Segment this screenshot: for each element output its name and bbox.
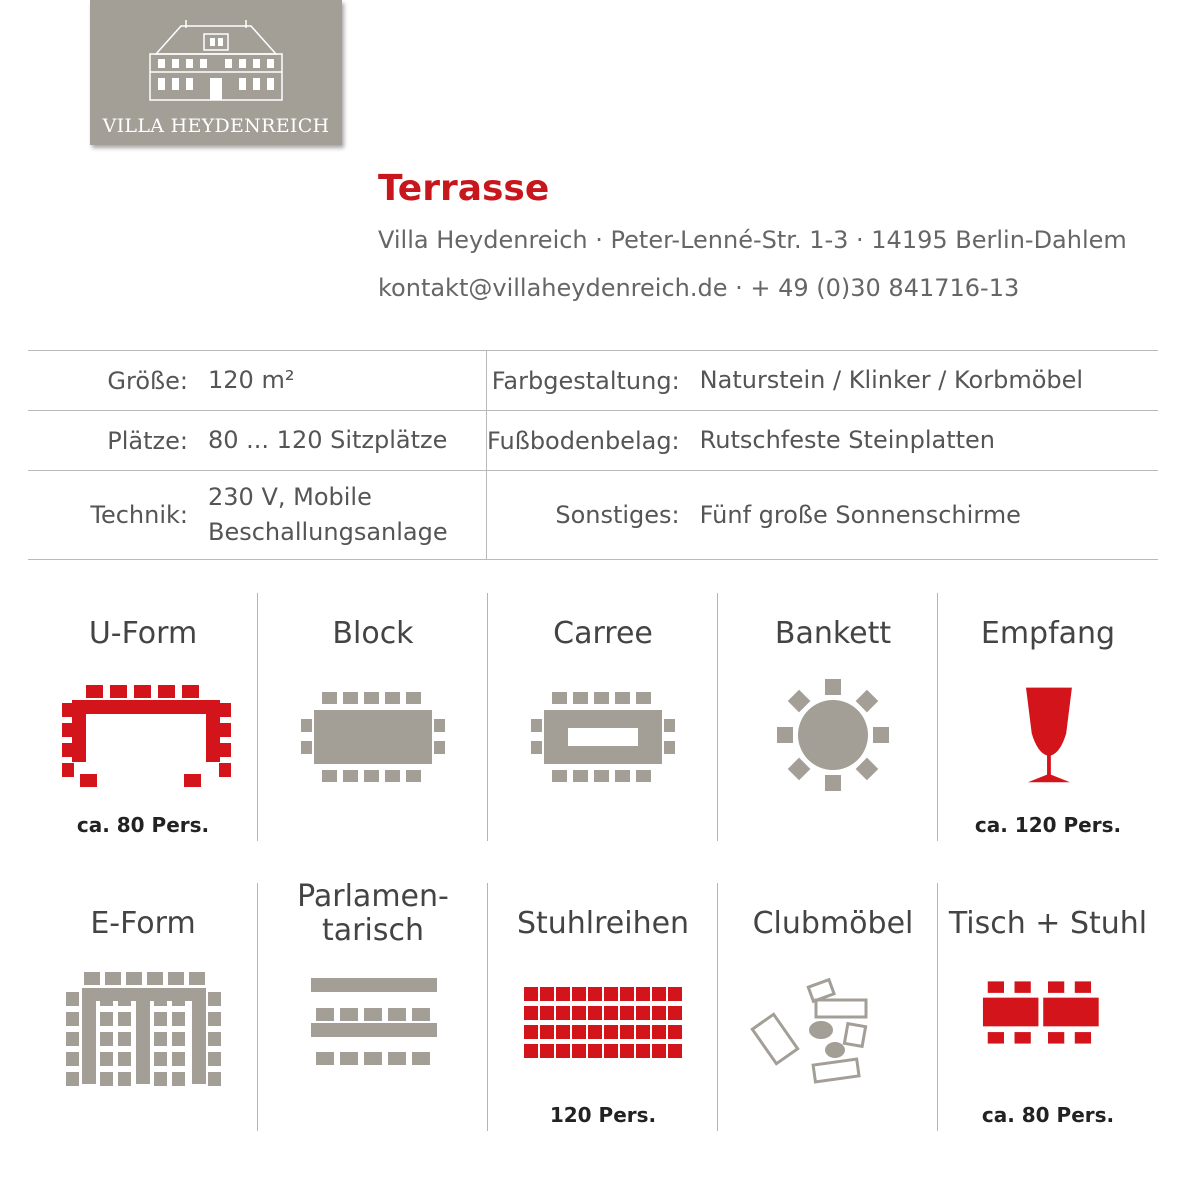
icon-shape xyxy=(62,763,74,777)
icon-shape xyxy=(588,987,602,1001)
icon-shape xyxy=(844,1024,865,1047)
icon-shape xyxy=(572,987,586,1001)
layout-title: Parlamen- tarisch xyxy=(297,879,449,948)
u-form-icon xyxy=(28,590,258,810)
spec-value: 80 ... 120 Sitzplätze xyxy=(208,411,487,471)
icon-shape xyxy=(118,1052,131,1066)
icon-shape xyxy=(86,685,103,698)
icon-shape xyxy=(100,1072,113,1086)
layout-title: Empfang xyxy=(980,616,1116,651)
icon-shape xyxy=(118,1032,131,1046)
icon-shape xyxy=(343,692,358,704)
icon-shape xyxy=(620,987,634,1001)
spec-value: Naturstein / Klinker / Korbmöbel xyxy=(700,351,1158,411)
icon-shape xyxy=(615,770,630,782)
icon-shape xyxy=(604,1025,618,1039)
icon-shape xyxy=(1075,1032,1091,1043)
layout-cell xyxy=(938,880,1158,1130)
icon-shape xyxy=(856,690,879,713)
icon-shape xyxy=(62,703,74,717)
icon-shape xyxy=(118,992,131,1006)
icon-shape xyxy=(594,770,609,782)
logo-text: VILLA HEYDENREICH xyxy=(102,115,330,137)
address-line: Villa Heydenreich · Peter-Lenné-Str. 1-3 · 14195 Berlin-Dahlem xyxy=(378,226,1127,254)
spec-label: Größe: xyxy=(28,351,208,411)
specs-table xyxy=(28,350,1158,560)
icon-shape xyxy=(412,1052,430,1065)
icon-shape xyxy=(208,992,221,1006)
icon-shape xyxy=(385,770,400,782)
icon-shape xyxy=(136,988,150,1084)
layout-cell xyxy=(938,590,1158,840)
layout-cell xyxy=(28,590,258,840)
icon-shape xyxy=(72,700,220,714)
icon-shape xyxy=(540,1044,554,1058)
icon-shape xyxy=(80,774,97,787)
icon-shape xyxy=(314,710,432,764)
icon-shape xyxy=(652,987,666,1001)
icon-shape xyxy=(636,692,651,704)
icon-shape xyxy=(808,980,834,1002)
icon-shape xyxy=(668,987,682,1001)
spec-label: Sonstiges: xyxy=(487,471,700,560)
spec-label: Technik: xyxy=(28,471,208,560)
icon-shape xyxy=(573,770,588,782)
icon-shape xyxy=(206,700,220,762)
icon-shape xyxy=(219,723,231,737)
icon-shape xyxy=(664,719,675,732)
icon-shape xyxy=(825,1042,845,1058)
icon-shape xyxy=(105,972,121,985)
icon-shape xyxy=(364,770,379,782)
icon-shape xyxy=(636,1044,650,1058)
layout-title: U-Form xyxy=(88,616,198,651)
icon-shape xyxy=(208,1012,221,1026)
table-chair-icon xyxy=(938,880,1158,1100)
icon-shape xyxy=(988,981,1004,992)
icon-shape xyxy=(316,1052,334,1065)
layout-title: Block xyxy=(332,616,414,651)
icon-shape xyxy=(531,741,542,754)
icon-shape xyxy=(172,992,185,1006)
layout-title: Tisch + Stuhl xyxy=(948,906,1148,941)
icon-shape xyxy=(620,1025,634,1039)
icon-shape xyxy=(809,1021,833,1039)
icon-shape xyxy=(1043,998,1098,1027)
layout-title: Stuhlreihen xyxy=(516,906,690,941)
icon-shape xyxy=(1015,981,1031,992)
icon-shape xyxy=(100,1012,113,1026)
icon-shape xyxy=(588,1025,602,1039)
layout-cell xyxy=(718,880,948,1130)
club-furniture-icon xyxy=(718,880,948,1100)
icon-shape xyxy=(434,719,445,732)
icon-shape xyxy=(172,1032,185,1046)
icon-shape xyxy=(752,1014,797,1063)
icon-shape xyxy=(100,992,113,1006)
icon-shape xyxy=(573,692,588,704)
icon-shape xyxy=(134,685,151,698)
icon-shape xyxy=(301,741,312,754)
spec-label: Plätze: xyxy=(28,411,208,471)
icon-shape xyxy=(540,987,554,1001)
spec-value: Rutschfeste Steinplatten xyxy=(700,411,1158,471)
icon-shape xyxy=(668,1025,682,1039)
icon-shape xyxy=(182,685,199,698)
icon-shape xyxy=(66,1072,79,1086)
icon-shape xyxy=(154,1012,167,1026)
icon-shape xyxy=(118,1012,131,1026)
icon-shape xyxy=(652,1025,666,1039)
icon-shape xyxy=(126,972,142,985)
layout-cell xyxy=(488,880,718,1130)
e-form-icon xyxy=(28,880,258,1100)
icon-shape xyxy=(110,685,127,698)
layout-cell xyxy=(28,880,258,1130)
icon-shape xyxy=(615,692,630,704)
icon-shape xyxy=(172,1052,185,1066)
icon-shape xyxy=(572,1044,586,1058)
icon-shape xyxy=(154,992,167,1006)
spec-label: Fußbodenbelag: xyxy=(487,411,700,471)
icon-shape xyxy=(620,1044,634,1058)
icon-shape xyxy=(62,743,74,757)
icon-shape xyxy=(434,741,445,754)
icon-shape xyxy=(524,1044,538,1058)
icon-shape xyxy=(343,770,358,782)
icon-shape xyxy=(816,1000,866,1017)
icon-shape xyxy=(788,690,811,713)
icon-shape xyxy=(556,1006,570,1020)
icon-shape xyxy=(825,775,841,791)
specs-row xyxy=(28,411,1158,471)
icon-shape xyxy=(988,1032,1004,1043)
icon-shape xyxy=(172,1072,185,1086)
villa-building-icon xyxy=(136,14,296,104)
carree-icon xyxy=(488,590,718,810)
icon-shape xyxy=(524,1025,538,1039)
icon-shape xyxy=(873,727,889,743)
icon-shape xyxy=(100,1052,113,1066)
icon-shape xyxy=(556,1025,570,1039)
specs-row xyxy=(28,351,1158,411)
icon-shape xyxy=(813,1059,859,1082)
villa-logo xyxy=(90,0,342,145)
icon-shape xyxy=(385,692,400,704)
layout-cell xyxy=(488,590,718,840)
icon-shape xyxy=(172,1012,185,1026)
icon-shape xyxy=(652,1044,666,1058)
block-icon xyxy=(258,590,488,810)
icon-shape xyxy=(594,692,609,704)
icon-shape xyxy=(219,703,231,717)
spec-value: 120 m² xyxy=(208,351,487,411)
icon-shape xyxy=(322,770,337,782)
icon-shape xyxy=(301,719,312,732)
icon-shape xyxy=(388,1008,406,1021)
icon-shape xyxy=(568,728,638,746)
icon-shape xyxy=(540,1025,554,1039)
icon-shape xyxy=(652,1006,666,1020)
icon-shape xyxy=(406,770,421,782)
icon-shape xyxy=(66,1052,79,1066)
icon-shape xyxy=(524,1006,538,1020)
icon-shape xyxy=(406,692,421,704)
icon-shape xyxy=(1026,688,1072,783)
icon-shape xyxy=(208,1032,221,1046)
icon-shape xyxy=(154,1032,167,1046)
icon-shape xyxy=(219,763,231,777)
specs-row xyxy=(28,471,1158,560)
icon-shape xyxy=(788,758,811,781)
icon-shape xyxy=(636,1025,650,1039)
icon-shape xyxy=(636,770,651,782)
icon-shape xyxy=(777,727,793,743)
icon-shape xyxy=(147,972,163,985)
bankett-icon xyxy=(718,590,948,810)
chair-rows-icon xyxy=(488,880,718,1100)
icon-shape xyxy=(316,1008,334,1021)
icon-shape xyxy=(311,978,437,992)
icon-shape xyxy=(72,700,86,762)
parlamentarisch-icon xyxy=(258,880,488,1100)
spec-value: 230 V, Mobile Beschallungsanlage xyxy=(208,471,487,560)
icon-shape xyxy=(192,988,206,1084)
icon-shape xyxy=(825,679,841,695)
icon-shape xyxy=(604,1006,618,1020)
icon-shape xyxy=(66,992,79,1006)
icon-shape xyxy=(62,723,74,737)
layout-title: E-Form xyxy=(90,906,196,941)
icon-shape xyxy=(856,758,879,781)
icon-shape xyxy=(572,1006,586,1020)
icon-shape xyxy=(208,1072,221,1086)
icon-shape xyxy=(572,1025,586,1039)
contact-line: kontakt@villaheydenreich.de · + 49 (0)30 841716-13 xyxy=(378,274,1020,302)
layout-cell xyxy=(258,590,488,840)
page-title: Terrasse xyxy=(378,168,550,209)
layout-title: Carree xyxy=(553,616,653,651)
layout-cell xyxy=(258,880,488,1130)
icon-shape xyxy=(588,1044,602,1058)
icon-shape xyxy=(184,774,201,787)
icon-shape xyxy=(208,1052,221,1066)
icon-shape xyxy=(388,1052,406,1065)
icon-shape xyxy=(604,987,618,1001)
icon-shape xyxy=(588,1006,602,1020)
layout-title: Clubmöbel xyxy=(752,906,914,941)
icon-shape xyxy=(66,1032,79,1046)
icon-shape xyxy=(983,998,1038,1027)
layout-capacity: 120 Pers. xyxy=(549,1103,657,1127)
icon-shape xyxy=(82,988,96,1084)
icon-shape xyxy=(636,1006,650,1020)
icon-shape xyxy=(531,719,542,732)
icon-shape xyxy=(364,692,379,704)
icon-shape xyxy=(322,692,337,704)
icon-shape xyxy=(168,972,184,985)
icon-shape xyxy=(154,1052,167,1066)
icon-shape xyxy=(219,743,231,757)
spec-label: Farbgestaltung: xyxy=(487,351,700,411)
icon-shape xyxy=(540,1006,554,1020)
icon-shape xyxy=(1048,1032,1064,1043)
icon-shape xyxy=(1075,981,1091,992)
icon-shape xyxy=(664,741,675,754)
layout-title: Bankett xyxy=(774,616,892,651)
icon-shape xyxy=(189,972,205,985)
layout-cell xyxy=(718,590,948,840)
spec-value: Fünf große Sonnenschirme xyxy=(700,471,1158,560)
layout-capacity: ca. 80 Pers. xyxy=(76,813,210,837)
icon-shape xyxy=(1048,981,1064,992)
layout-capacity: ca. 80 Pers. xyxy=(981,1103,1115,1127)
icon-shape xyxy=(364,1052,382,1065)
layout-capacity: ca. 120 Pers. xyxy=(974,813,1122,837)
icon-shape xyxy=(154,1072,167,1086)
icon-shape xyxy=(340,1008,358,1021)
icon-shape xyxy=(636,987,650,1001)
icon-shape xyxy=(311,1023,437,1037)
icon-shape xyxy=(556,1044,570,1058)
icon-shape xyxy=(620,1006,634,1020)
icon-shape xyxy=(412,1008,430,1021)
icon-shape xyxy=(118,1072,131,1086)
icon-shape xyxy=(364,1008,382,1021)
icon-shape xyxy=(340,1052,358,1065)
icon-shape xyxy=(552,770,567,782)
icon-shape xyxy=(552,692,567,704)
icon-shape xyxy=(668,1044,682,1058)
icon-shape xyxy=(158,685,175,698)
wine-glass-icon xyxy=(938,590,1158,810)
icon-shape xyxy=(524,987,538,1001)
icon-shape xyxy=(798,700,868,770)
icon-shape xyxy=(100,1032,113,1046)
icon-shape xyxy=(668,1006,682,1020)
icon-shape xyxy=(1015,1032,1031,1043)
icon-shape xyxy=(84,972,100,985)
icon-shape xyxy=(66,1012,79,1026)
icon-shape xyxy=(556,987,570,1001)
icon-shape xyxy=(604,1044,618,1058)
